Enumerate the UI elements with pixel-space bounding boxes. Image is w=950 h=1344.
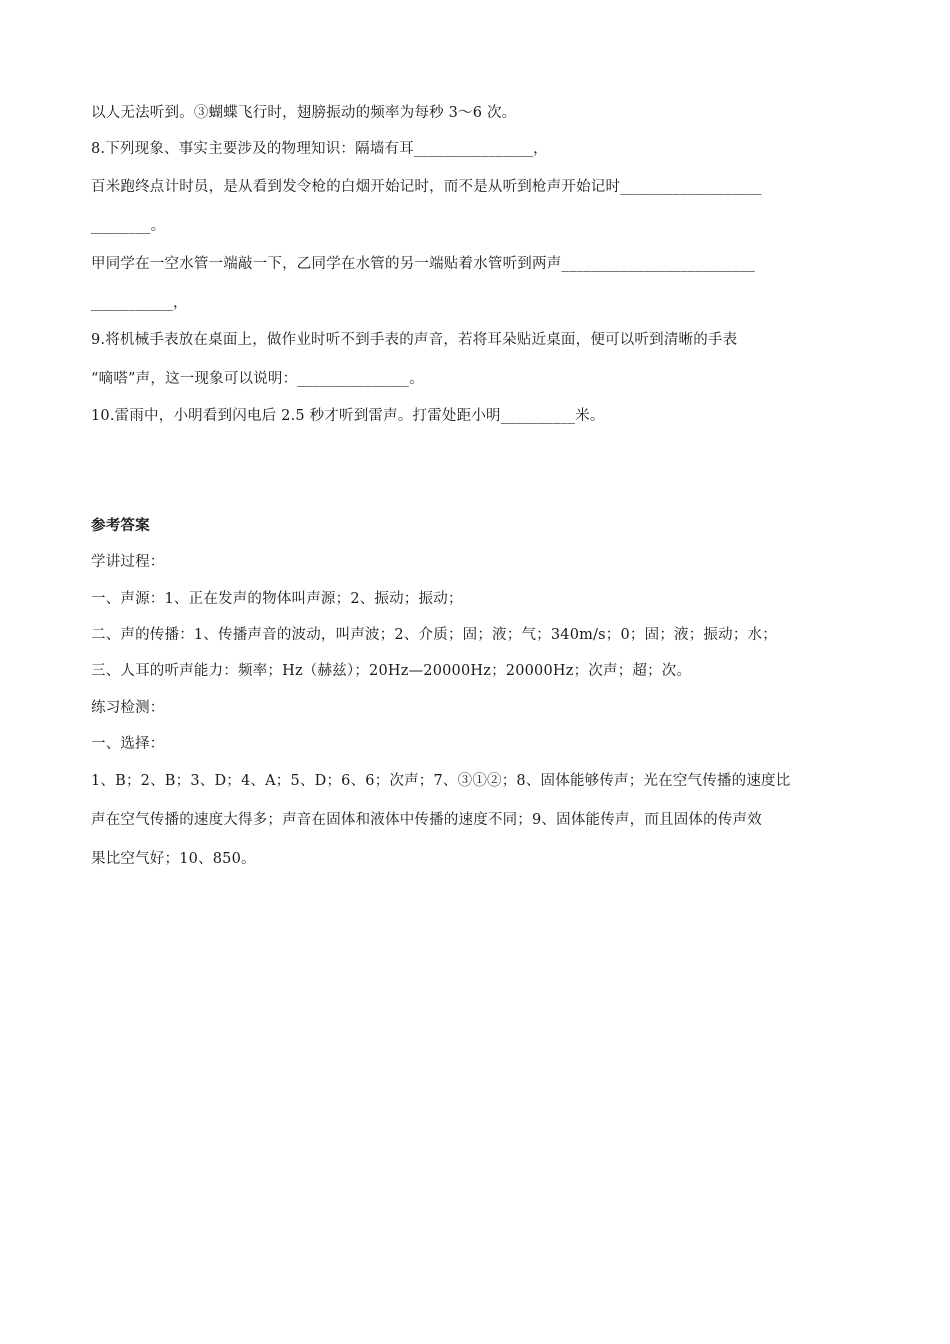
practice-answer-line-3: 果比空气好；10、850。 (91, 851, 256, 867)
practice-answer-line-1: 1、B；2、B；3、D；4、A；5、D；6、6；次声；7、③①②；8、固体能够传声；光在空气传播的速度比 (91, 773, 791, 789)
answer-line-3: 三、人耳的听声能力：频率；Hz（赫兹）；20Hz—20000Hz；20000Hz；次声；超；次。 (91, 663, 692, 679)
question-8-line-5: ___________， (91, 295, 188, 311)
practice-answer-line-2: 声在空气传播的速度大得多；声音在固体和液体中传播的速度不同；9、固体能传声，而且固体的传声效 (91, 812, 762, 828)
question-8-line-1: 8.下列现象、事实主要涉及的物理知识：隔墙有耳________________， (91, 141, 548, 157)
question-8-line-4: 甲同学在一空水管一端敲一下，乙同学在水管的另一端贴着水管听到两声__________________________ (91, 256, 756, 272)
question-7-continuation: 以人无法听到。③蝴蝶飞行时，翅膀振动的频率为每秒 3～6 次。 (91, 105, 517, 121)
answers-learning-section: 学讲过程： (91, 554, 165, 570)
answer-line-2: 二、声的传播：1、传播声音的波动，叫声波；2、介质；固；液；气；340m/s；0；固；液；振动；水； (91, 627, 777, 643)
answers-heading: 参考答案 (91, 518, 150, 534)
question-9-line-1: 9.将机械手表放在桌面上，做作业时听不到手表的声音，若将耳朵贴近桌面，便可以听到清晰的手表 (91, 332, 738, 348)
question-8-line-2: 百米跑终点计时员，是从看到发令枪的白烟开始记时，而不是从听到枪声开始记时___________________ (91, 179, 762, 195)
question-10: 10.雷雨中，小明看到闪电后 2.5 秒才听到雷声。打雷处距小明__________米。 (91, 408, 605, 424)
answers-choice-subsection: 一、选择： (91, 736, 165, 752)
answers-practice-section: 练习检测： (91, 700, 165, 716)
question-9-line-2: “嘀嗒”声，这一现象可以说明：_______________。 (91, 371, 424, 387)
question-8-line-3: ________。 (91, 218, 166, 234)
answer-line-1: 一、声源：1、正在发声的物体叫声源；2、振动；振动； (91, 591, 463, 607)
